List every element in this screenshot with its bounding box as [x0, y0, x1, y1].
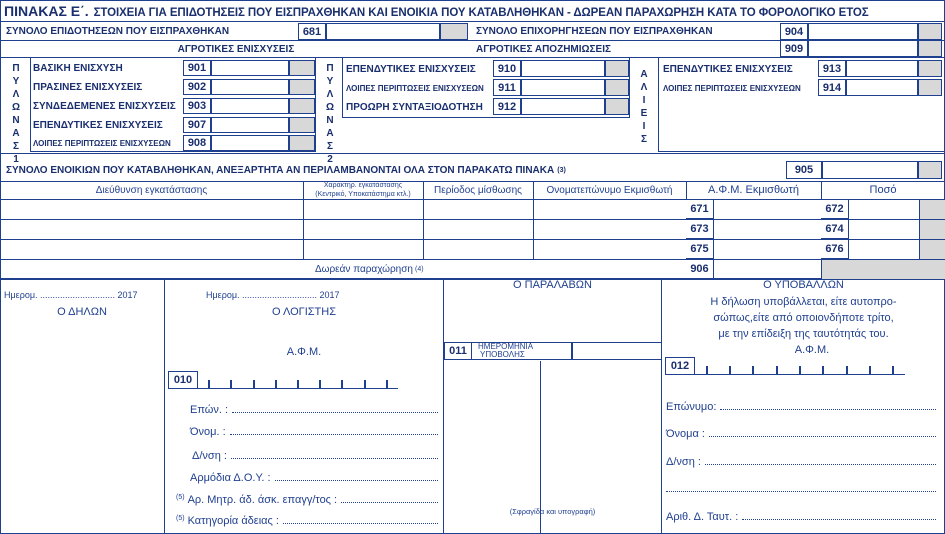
submitter-field-address[interactable]: [666, 456, 936, 470]
accountant-field-note: (5): [176, 494, 185, 501]
pillar1-row-cents: [289, 60, 315, 76]
pillar2-row-label: ΛΟΙΠΕΣ ΠΕΡΙΠΤΩΣΕΙΣ ΕΝΙΣΧΥΣΕΩΝ: [346, 83, 484, 93]
declarant-date: Ημερομ. .............................. 2017: [4, 290, 138, 300]
grants-total-field[interactable]: [808, 23, 918, 40]
rent-row-2[interactable]: [0, 220, 686, 239]
fisheries-row-label: ΛΟΙΠΕΣ ΠΕΡΙΠΤΩΣΕΙΣ ΕΝΙΣΧΥΣΕΩΝ: [663, 83, 801, 93]
pillar2-vertical-label: Π Υ Λ Ω Ν Α Σ 2: [325, 63, 335, 165]
pillar1-row-label: ΒΑΣΙΚΗ ΕΝΙΣΧΥΣΗ: [33, 62, 123, 74]
submitter-text-3: με την επίδειξη της ταυτότητάς του.: [718, 328, 889, 340]
pillar1-row-label: ΣΥΝΔΕΔΕΜΕΝΕΣ ΕΝΙΣΧΥΣΕΙΣ: [33, 100, 176, 112]
submitter-field-address-2[interactable]: [666, 483, 936, 497]
accountant-field-name[interactable]: [190, 426, 438, 440]
pillar2-row-field[interactable]: [521, 60, 605, 77]
free-grant-label: Δωρεάν παραχώρηση: [315, 263, 413, 275]
submitter-field-surname[interactable]: [666, 401, 936, 415]
submitter-field-label: Όνομα :: [666, 428, 705, 440]
accountant-field-license-cat[interactable]: [176, 515, 438, 529]
declarant-signature-area[interactable]: [2, 322, 162, 530]
pillar1-row-code: 907: [183, 117, 211, 133]
accountant-field-label: Επών. :: [190, 404, 229, 416]
pillar1-row-label: ΕΠΕΝΔΥΤΙΚΕΣ ΕΝΙΣΧΥΣΕΙΣ: [33, 119, 163, 131]
pillar1-row-field[interactable]: [211, 117, 289, 133]
rent-afm-field[interactable]: [714, 200, 821, 219]
fisheries-row-cents: [918, 60, 942, 77]
fisheries-vertical-label: Α Λ Ι Ε Ι Σ: [640, 69, 648, 145]
rent-afm-code: 671: [686, 200, 714, 219]
accountant-field-address[interactable]: [192, 450, 438, 464]
accountant-field-tax-office[interactable]: [190, 472, 438, 486]
submitter-afm-code: 012: [665, 357, 695, 375]
col-header-afm: Α.Φ.Μ. Εκμισθωτή: [708, 183, 799, 196]
submitter-afm-label: Α.Φ.Μ.: [794, 344, 830, 356]
declarant-title: Ο ΔΗΛΩΝ: [57, 306, 107, 318]
accountant-field-label: Αρ. Μητρ. άδ. άσκ. επαγγ/τος :: [187, 494, 338, 506]
accountant-field-label: Αρμόδια Δ.Ο.Υ. :: [190, 472, 271, 484]
accountant-afm-code: 010: [168, 371, 198, 389]
subsidies-total-label: ΣΥΝΟΛΟ ΕΠΙΔΟΤΗΣΕΩΝ ΠΟΥ ΕΙΣΠΡΑΧΘΗΚΑΝ: [6, 26, 230, 37]
rent-amount-cents: [919, 240, 945, 259]
col-header-type-line2: (Κεντρικό, Υποκατάστημα κτλ.): [315, 191, 411, 198]
accountant-date: Ημερομ. .............................. 2017: [206, 290, 340, 300]
rent-amount-code: 672: [821, 200, 849, 219]
pillar1-row-cents: [289, 117, 315, 133]
fisheries-row-field[interactable]: [846, 60, 918, 77]
pillar1-row-field[interactable]: [211, 79, 289, 95]
receiver-stamp-label: (Σφραγίδα και υπογραφή): [509, 507, 596, 516]
receiver-date-label: ΗΜΕΡΟΜΗΝΙΑ ΥΠΟΒΟΛΗΣ: [472, 342, 572, 360]
agri-comp-cents: [918, 40, 942, 57]
pillar2-row-cents: [605, 79, 629, 96]
pillar1-row-field[interactable]: [211, 135, 289, 151]
rent-amount-field[interactable]: [849, 240, 919, 259]
rent-amount-cents: [919, 220, 945, 239]
submitter-field-label: Δ/νση :: [666, 456, 701, 468]
agri-subsidies-label: ΑΓΡΟΤΙΚΕΣ ΕΝΙΣΧΥΣΕΙΣ: [177, 43, 295, 55]
submitter-field-label: Επώνυμο:: [666, 401, 717, 413]
pillar1-row-code: 901: [183, 60, 211, 76]
rents-total-code: 905: [786, 161, 822, 179]
fisheries-row-label: ΕΠΕΝΔΥΤΙΚΕΣ ΕΝΙΣΧΥΣΕΙΣ: [663, 63, 793, 75]
col-header-amount: Ποσό: [869, 183, 897, 196]
pillar1-vertical-label: Π Υ Λ Ω Ν Α Σ 1: [11, 63, 21, 165]
col-header-period: Περίοδος μίσθωσης: [434, 184, 522, 196]
accountant-field-label: Δ/νση :: [192, 450, 227, 462]
pillar1-row-cents: [289, 79, 315, 95]
pillar1-row-label: ΛΟΙΠΕΣ ΠΕΡΙΠΤΩΣΕΙΣ ΕΝΙΣΧΥΣΕΩΝ: [33, 138, 171, 148]
pillar1-row-code: 908: [183, 135, 211, 151]
accountant-field-label: Όνομ. :: [190, 426, 226, 438]
submitter-field-id[interactable]: [666, 511, 936, 525]
fisheries-row-field[interactable]: [846, 79, 918, 96]
accountant-title: Ο ΛΟΓΙΣΤΗΣ: [271, 306, 337, 318]
submitter-field-name[interactable]: [666, 428, 936, 442]
submitter-text-2: σώπως,είτε από οποιονδήποτε τρίτο,: [713, 312, 894, 324]
grants-total-label: ΣΥΝΟΛΟ ΕΠΙΧΟΡΗΓΗΣΕΩΝ ΠΟΥ ΕΙΣΠΡΑΧΘΗΚΑΝ: [476, 26, 713, 37]
free-grant-shaded: [822, 260, 945, 279]
title-prefix: ΠΙΝΑΚΑΣ Ε΄.: [4, 3, 89, 19]
rents-total-field[interactable]: [822, 161, 918, 179]
receiver-title: Ο ΠΑΡΑΛΑΒΩΝ: [513, 279, 592, 291]
subsidies-total-field[interactable]: [326, 23, 440, 40]
fisheries-row-code: 914: [818, 79, 846, 96]
sig-divider-2: [443, 280, 444, 534]
rent-afm-field[interactable]: [714, 240, 821, 259]
col-header-landlord: Ονοματεπώνυμο Εκμισθωτή: [546, 184, 673, 196]
agri-comp-code: 909: [780, 40, 808, 57]
accountant-afm-label: Α.Φ.Μ.: [286, 346, 322, 358]
fisheries-row-cents: [918, 79, 942, 96]
col-header-address: Διεύθυνση εγκατάστασης: [95, 184, 208, 196]
accountant-field-license-no[interactable]: [176, 494, 438, 508]
rent-amount-field[interactable]: [849, 200, 919, 219]
rent-afm-code: 675: [686, 240, 714, 259]
rent-afm-field[interactable]: [714, 220, 821, 239]
pillar2-row-field[interactable]: [521, 79, 605, 96]
agri-comp-field[interactable]: [808, 40, 918, 57]
subsidies-total-code: 681: [298, 23, 326, 40]
pillar2-row-label: ΕΠΕΝΔΥΤΙΚΕΣ ΕΝΙΣΧΥΣΕΙΣ: [346, 63, 476, 75]
rent-amount-cents: [919, 200, 945, 219]
agri-comp-label: ΑΓΡΟΤΙΚΕΣ ΑΠΟΖΗΜΙΩΣΕΙΣ: [476, 43, 611, 55]
submitter-field-label: Αριθ. Δ. Ταυτ. :: [666, 511, 739, 523]
pillar1-row-field[interactable]: [211, 60, 289, 76]
subsidies-total-cents: [440, 23, 468, 40]
pillar2-row-code: 910: [493, 60, 521, 77]
rents-total-note: (3): [557, 166, 566, 174]
pillar2-row-field[interactable]: [521, 98, 605, 115]
free-grant-note: (4): [414, 265, 424, 273]
accountant-field-note: (5): [176, 515, 185, 522]
rents-total-label-wrap: [6, 162, 786, 178]
free-grant-label-wrap: [300, 262, 686, 276]
submitter-title: Ο ΥΠΟΒΑΛΛΩΝ: [763, 279, 844, 291]
pillar2-row-code: 912: [493, 98, 521, 115]
submitter-afm-ticks[interactable]: [695, 364, 905, 375]
title-divider: [0, 21, 945, 22]
pillar1-row-cents: [289, 98, 315, 114]
form-title: [4, 3, 939, 21]
free-grant-code: 906: [686, 260, 714, 279]
pillar2-row-cents: [605, 60, 629, 77]
submitter-text-1: Η δήλωση υποβάλλεται, είτε αυτοπρο-: [710, 296, 897, 308]
rent-afm-code: 673: [686, 220, 714, 239]
accountant-afm-ticks[interactable]: [198, 378, 398, 389]
rent-amount-code: 674: [821, 220, 849, 239]
rent-row-1[interactable]: [0, 200, 686, 219]
pillar2-row-code: 911: [493, 79, 521, 96]
receiver-date-field[interactable]: [572, 342, 661, 360]
rents-total-label: ΣΥΝΟΛΟ ΕΝΟΙΚΙΩΝ ΠΟΥ ΚΑΤΑΒΛΗΘΗΚΑΝ, ΑΝΕΞΑΡΤΗΤΑ ΑΝ ΠΕΡΙΛΑΜΒΑΝΟΝΤΑΙ ΟΛΑ ΣΤΟΝ ΠΑΡΑΚΑΤΩ ΠΙΝΑΚΑ: [6, 164, 555, 176]
pillar1-row-label: ΠΡΑΣΙΝΕΣ ΕΝΙΣΧΥΣΕΙΣ: [33, 81, 143, 93]
rent-row-3[interactable]: [0, 240, 686, 259]
rent-amount-code: 676: [821, 240, 849, 259]
receiver-date-code: 011: [444, 342, 472, 360]
pillar2-row-label: ΠΡΟΩΡΗ ΣΥΝΤΑΞΙΟΔΟΤΗΣΗ: [346, 101, 483, 113]
rents-total-cents: [918, 161, 942, 179]
fisheries-row-code: 913: [818, 60, 846, 77]
free-grant-field[interactable]: [714, 260, 821, 279]
col-header-type-line1: Χαρακτηρ. εγκατάστασης: [323, 182, 403, 189]
pillar2-row-cents: [605, 98, 629, 115]
col-header-type: [303, 181, 423, 199]
rent-amount-field[interactable]: [849, 220, 919, 239]
pillar1-row-code: 903: [183, 98, 211, 114]
accountant-field-surname[interactable]: [190, 404, 438, 418]
pillar1-row-field[interactable]: [211, 98, 289, 114]
pillar1-row-cents: [289, 135, 315, 151]
title-text: ΣΤΟΙΧΕΙΑ ΓΙΑ ΕΠΙΔΟΤΗΣΕΙΣ ΠΟΥ ΕΙΣΠΡΑΧΘΗΚΑΝ ΚΑΙ ΕΝΟΙΚΙΑ ΠΟΥ ΚΑΤΑΒΛΗΘΗΚΑΝ - ΔΩΡΕΑΝ ΠΑΡΑΧΩΡΗΣΗ ΚΑΤΑ ΤΟ ΦΟΡΟΛΟΓΙΚΟ ΕΤΟΣ: [93, 7, 869, 19]
grants-total-cents: [918, 23, 942, 40]
grants-total-code: 904: [780, 23, 808, 40]
accountant-field-label: Κατηγορία άδειας :: [187, 515, 279, 527]
rents-top-divider: [0, 153, 945, 154]
pillar1-row-code: 902: [183, 79, 211, 95]
